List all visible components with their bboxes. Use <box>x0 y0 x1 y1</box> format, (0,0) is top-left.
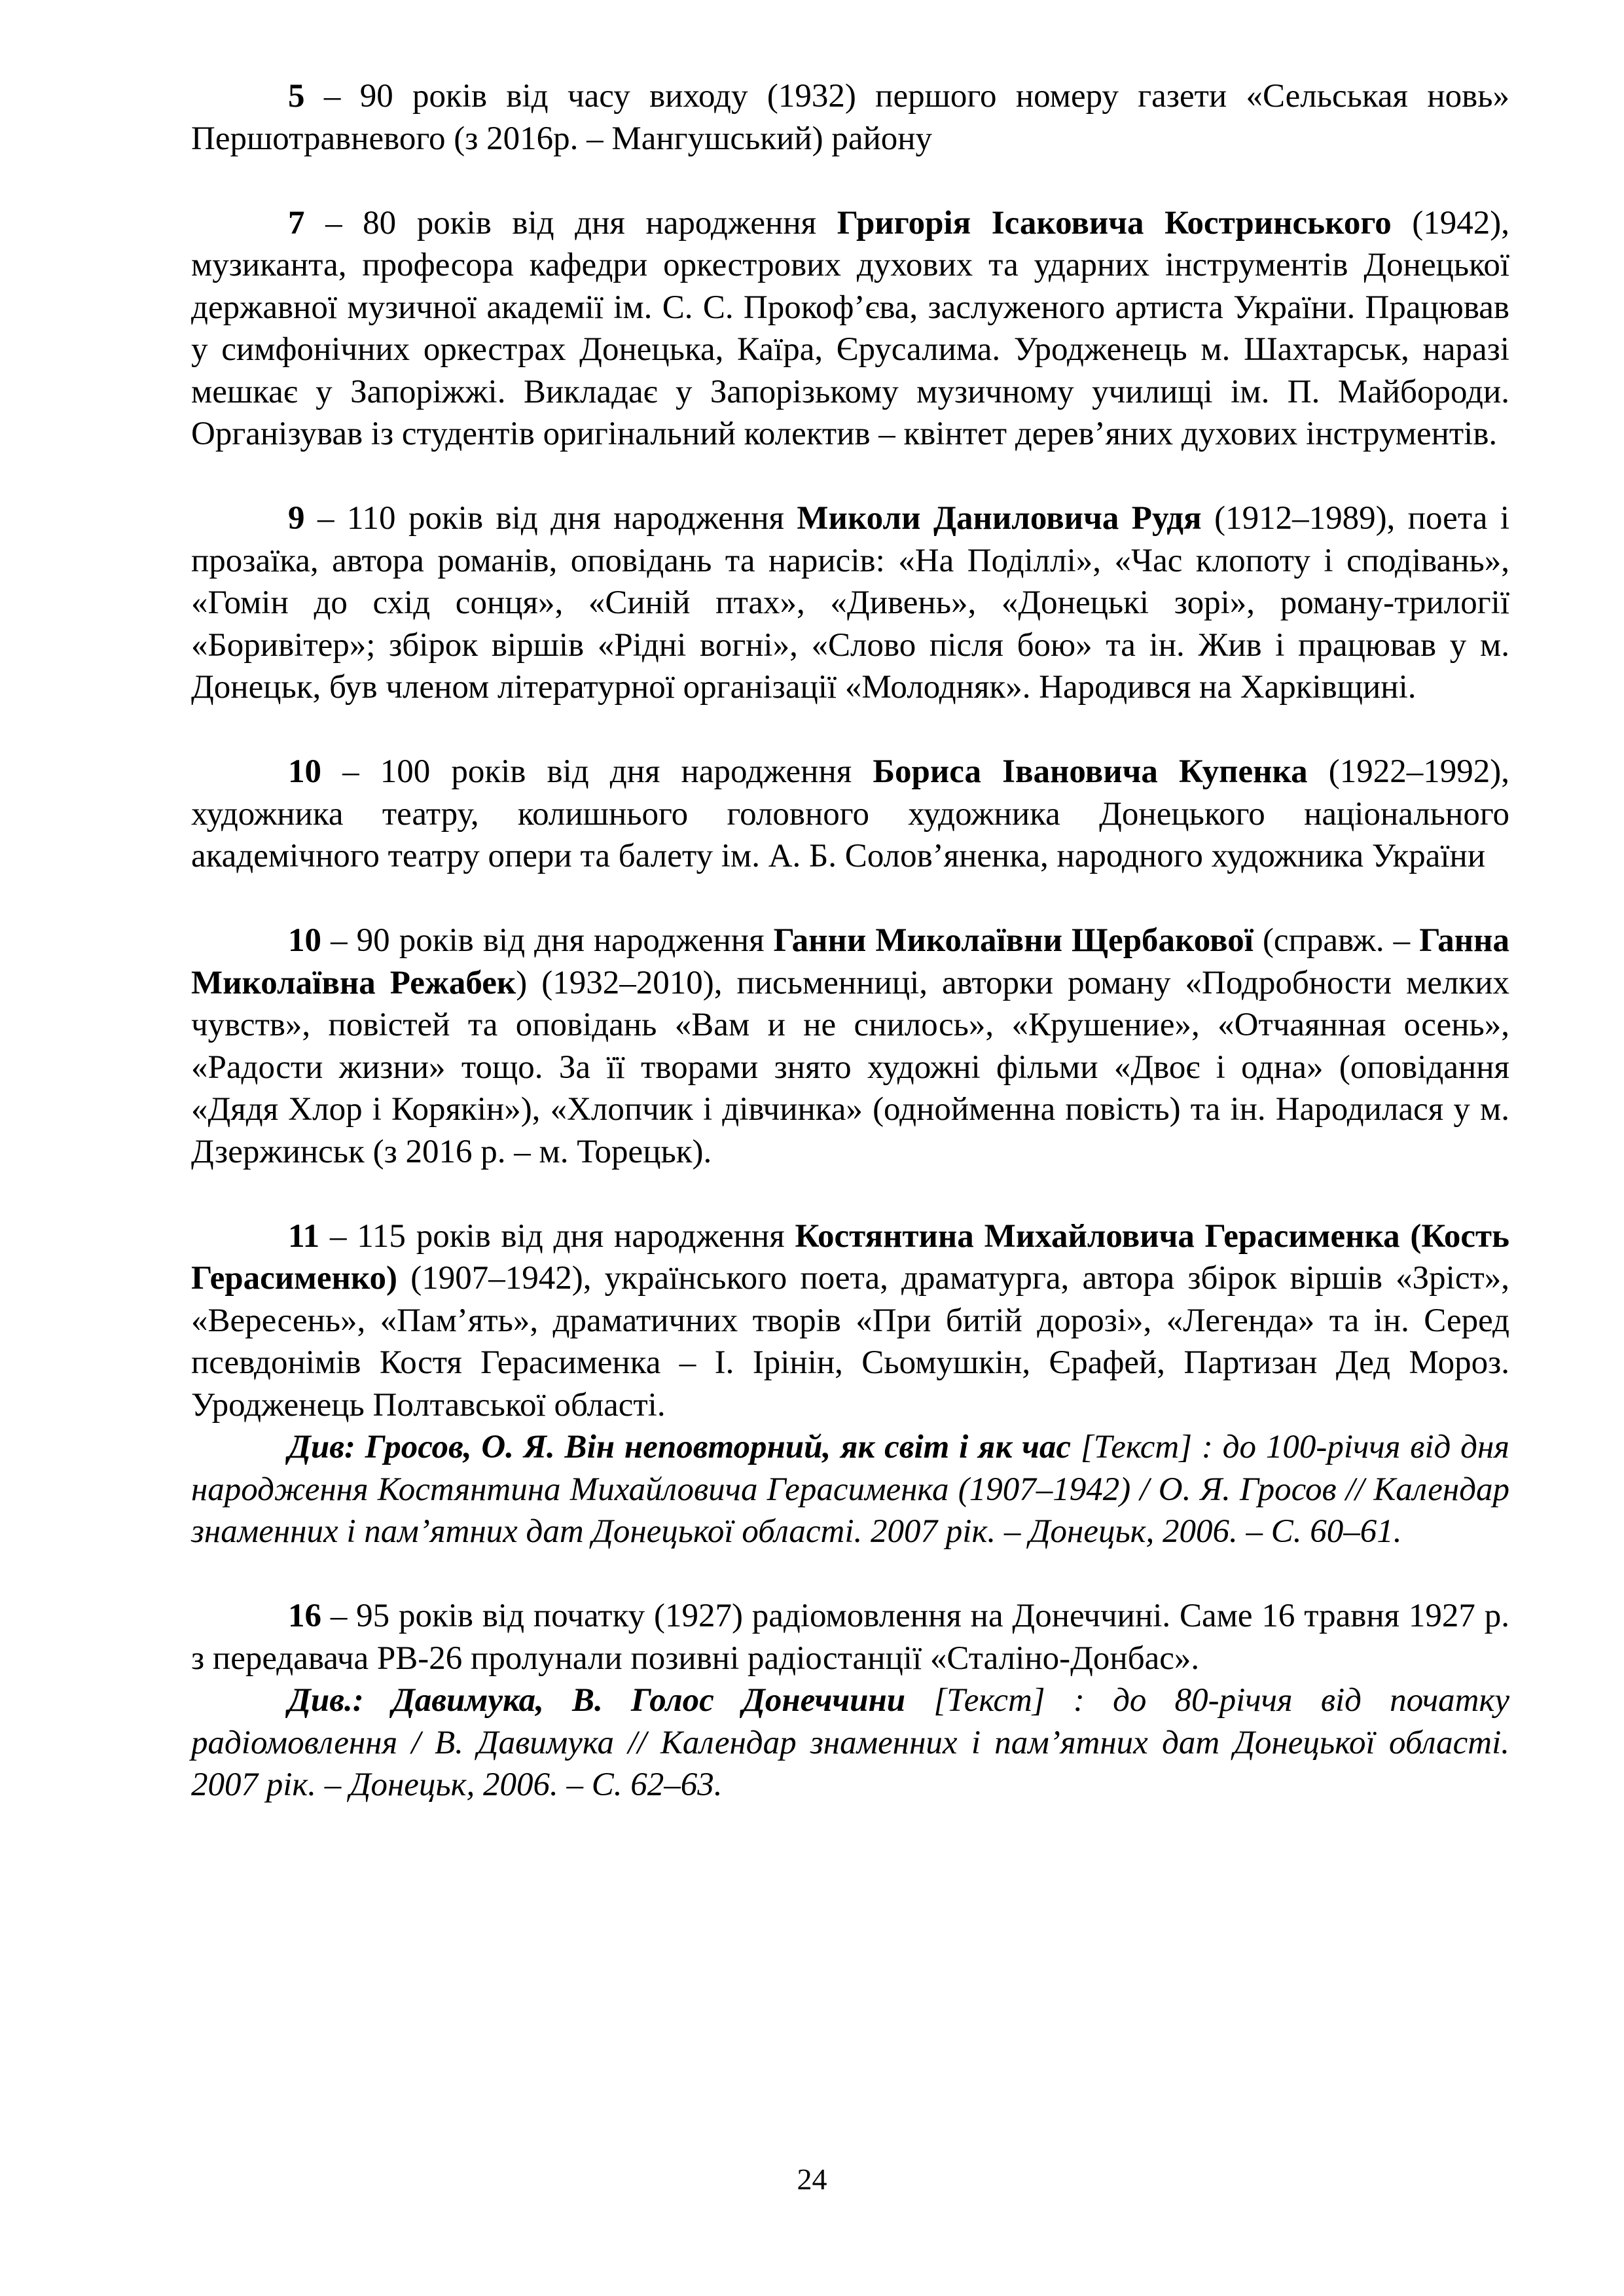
entry-day: 10 <box>288 922 321 959</box>
entry-text: – 100 років від дня народження <box>321 753 873 790</box>
entry-text: (1922–1992), художника театру, колишнього головного художника Донецького національного академічного театру опери та балету ім. А. Б. Солов’яненка, народного художника України <box>191 753 1509 874</box>
entry-day: 16 <box>288 1598 321 1634</box>
person-name: Ганни Миколаївни Щербакової <box>773 922 1254 959</box>
entry-text: – 90 років від дня народження <box>321 922 774 959</box>
bibliography-reference <box>191 1426 1509 1553</box>
calendar-entry <box>191 920 1509 1173</box>
entry-day: 9 <box>288 500 305 537</box>
entry-text: ) (1932–2010), письменниці, авторки роману «Подробности мелких чувств», повістей та оповідань «Вам и не снилось», «Крушение», «Отчаянная осень», «Радости жизни» тощо. За її творами знято художні фільми «Двоє і одна» (оповідання «Дядя Хлор і Корякін»), «Хлопчик і дівчинка» (однойменна повість) та ін. Народилася у м. Дзержинськ (з 2016 р. – м. Торецьк). <box>191 964 1509 1170</box>
calendar-entry <box>191 497 1509 709</box>
entry-day: 11 <box>288 1217 320 1255</box>
person-name: Григорія Ісаковича Костринського <box>837 204 1392 242</box>
person-name: Бориса Івановича Купенка <box>873 753 1308 790</box>
document-page <box>191 75 1509 1806</box>
entry-text: (справж. – <box>1253 922 1420 959</box>
reference-title: Див.: Давимука, В. Голос Донеччини <box>288 1682 906 1719</box>
bibliography-reference <box>191 1679 1509 1806</box>
reference-text: [Текст] : до 100-річчя від дня народження Костянтина Михайловича Герасименка (1907–1942) / О. Я. Гросов // Календар знаменних і пам’ятних дат Донецької області. 2007 рік. – Донецьк, 2006. – С. 60–61. <box>191 1429 1509 1550</box>
reference-text: [Текст] : до 80-річчя від початку радіомовлення / В. Давимука // Календар знаменних і пам’ятних дат Донецької області. 2007 рік. – Донецьк, 2006. – С. 62–63. <box>191 1682 1510 1803</box>
entry-text: (1912–1989), поета і прозаїка, автора романів, оповідань та нарисів: «На Поділлі», «Час клопоту і сподівань», «Гомін до схід сонця», «Синій птах», «Дивень», «Донецькі зорі», роману-трилогії «Боривітер»; збірок віршів «Рідні вогні», «Слово після бою» та ін. Жив і працював у м. Донецьк, був членом літературної організації «Молодняк». Народився на Харківщині. <box>191 500 1509 706</box>
entry-text: – 80 років від дня народження <box>304 204 837 242</box>
entry-text: – 115 років від дня народження <box>319 1217 795 1255</box>
entry-text: (1942), музиканта, професора кафедри оркестрових духових та ударних інструментів Донецької державної музичної академії ім. С. С. Прокоф’єва, заслуженого артиста України. Працював у симфонічних оркестрах Донецька, Каїра, Єрусалима. Уродженець м. Шахтарськ, наразі мешкає у Запоріжжі. Викладає у Запорізькому музичному училищі ім. П. Майбороди. Організував із студентів оригінальний колектив – квінтет дерев’яних духових інструментів. <box>191 204 1510 452</box>
entry-day: 10 <box>288 753 321 790</box>
calendar-entry <box>191 1595 1509 1679</box>
entry-text: – 90 років від часу виходу (1932) першого номеру газети «Сельськая новь» Першотравневого (з 2016р. – Мангушський) району <box>191 78 1509 157</box>
entry-text: – 95 років від початку (1927) радіомовлення на Донеччині. Саме 16 травня 1927 р. з передавача РВ-26 пролунали позивні радіостанції «Сталіно-Донбас». <box>191 1598 1509 1677</box>
entry-day: 7 <box>288 204 305 242</box>
reference-title: Див: Гросов, О. Я. Він неповторний, як світ і як час <box>288 1429 1072 1465</box>
calendar-entry <box>191 751 1509 878</box>
entry-text: (1907–1942), українського поета, драматурга, автора збірок віршів «Зріст», «Вересень», «Пам’ять», драматичних творів «При битій дорозі», «Легенда» та ін. Серед псевдонімів Костя Герасименка – І. Ірінін, Сьомушкін, Єрафей, Партизан Дед Мороз. Уродженець Полтавської області. <box>191 1260 1509 1424</box>
entry-text: – 110 років від дня народження <box>304 500 797 537</box>
person-name: Миколи Даниловича Рудя <box>797 500 1202 537</box>
calendar-entry <box>191 75 1509 160</box>
calendar-entry <box>191 202 1509 456</box>
person-name: Костянтина Михайловича Герасименка (Кость Герасименко) <box>191 1217 1510 1297</box>
page-number: 24 <box>797 2162 827 2196</box>
entry-day: 5 <box>288 78 305 115</box>
calendar-entry <box>191 1215 1509 1427</box>
person-real-name: Ганна Миколаївна Режабек <box>191 922 1510 1001</box>
